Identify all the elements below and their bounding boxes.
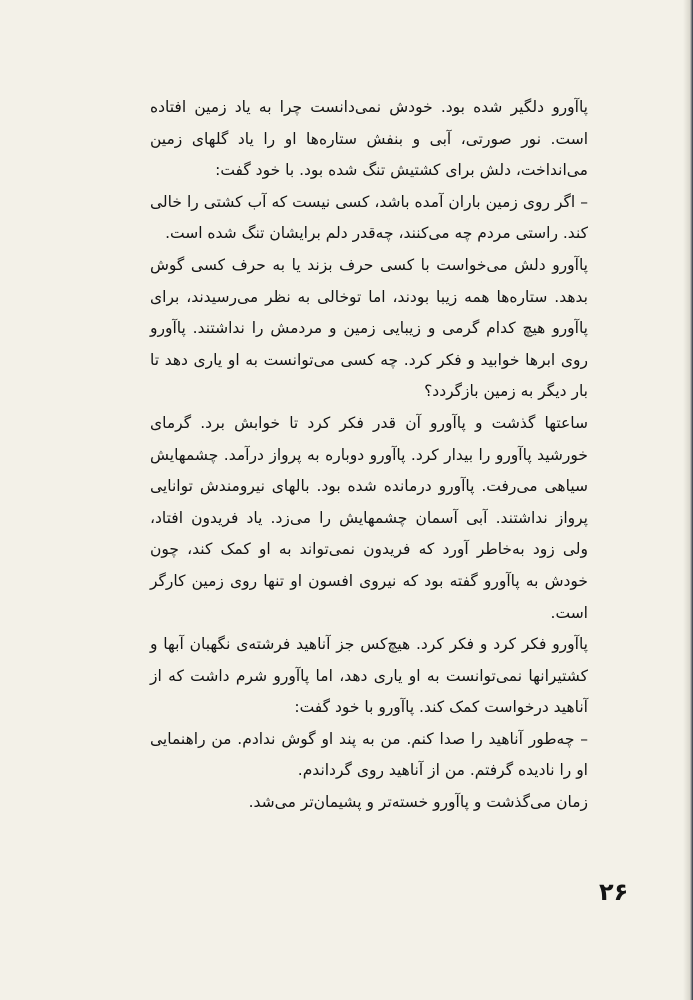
paragraph: پاآورو دلگیر شده بود. خودش نمی‌دانست چرا به یاد زمین افتاده است. نور صورتی، آبی و بنفش ستاره‌ها او را یاد گلهای زمین می‌انداخت، دلش برای کشتیش تنگ شده بود. با خود گفت: — [150, 98, 588, 180]
paragraph: – اگر روی زمین باران آمده باشد، کسی نیست که آب کشتی را خالی کند. راستی مردم چه می‌کنند، چه‌قدر دلم برایشان تنگ شده است. — [150, 192, 588, 243]
body-text — [150, 92, 588, 819]
paragraph: پاآورو فکر کرد و فکر کرد. هیچ‌کس جز آناهید فرشته‌ی نگهبان آبها و کشتیرانها نمی‌توانست به او یاری دهد، اما پاآورو شرم داشت که از آناهید درخواست کمک کند. پاآورو با خود گفت: — [150, 635, 588, 717]
paragraph: – چه‌طور آناهید را صدا کنم. من به پند او گوش ندادم. من راهنمایی او را نادیده گرفتم. من از آناهید روی گرداندم. — [150, 729, 588, 780]
paragraph: پاآورو دلش می‌خواست با کسی حرف بزند یا به حرف کسی گوش بدهد. ستاره‌ها همه زیبا بودند، اما توخالی به نظر می‌رسیدند، برای پاآورو هیچ کدام گرمی و زیبایی زمین و مردمش را نداشتند. پاآورو روی ابرها خوابید و فکر کرد. چه کسی می‌توانست به او یاری دهد تا بار دیگر به زمین بازگردد؟ — [150, 255, 588, 401]
paragraph: زمان می‌گذشت و پاآورو خسته‌تر و پشیمان‌تر می‌شد. — [248, 793, 588, 812]
paragraph: ساعتها گذشت و پاآورو آن قدر فکر کرد تا خوابش برد. گرمای خورشید پاآورو را بیدار کرد. پاآورو دوباره به پرواز درآمد. چشمهایش سیاهی می‌رفت. پاآورو درمانده شده بود. بالهای نیرومندش توانایی پرواز نداشتند. آبی آسمان چشمهایش را می‌زد. یاد فریدون افتاد، ولی زود به‌خاطر آورد که فریدون نمی‌تواند به او کمک کند، چون خودش به پاآورو گفته بود که نیروی افسون او تنها روی زمین کارگر است. — [150, 413, 588, 622]
binding-edge — [683, 0, 693, 1000]
page-number: ۲۶ — [599, 878, 629, 906]
